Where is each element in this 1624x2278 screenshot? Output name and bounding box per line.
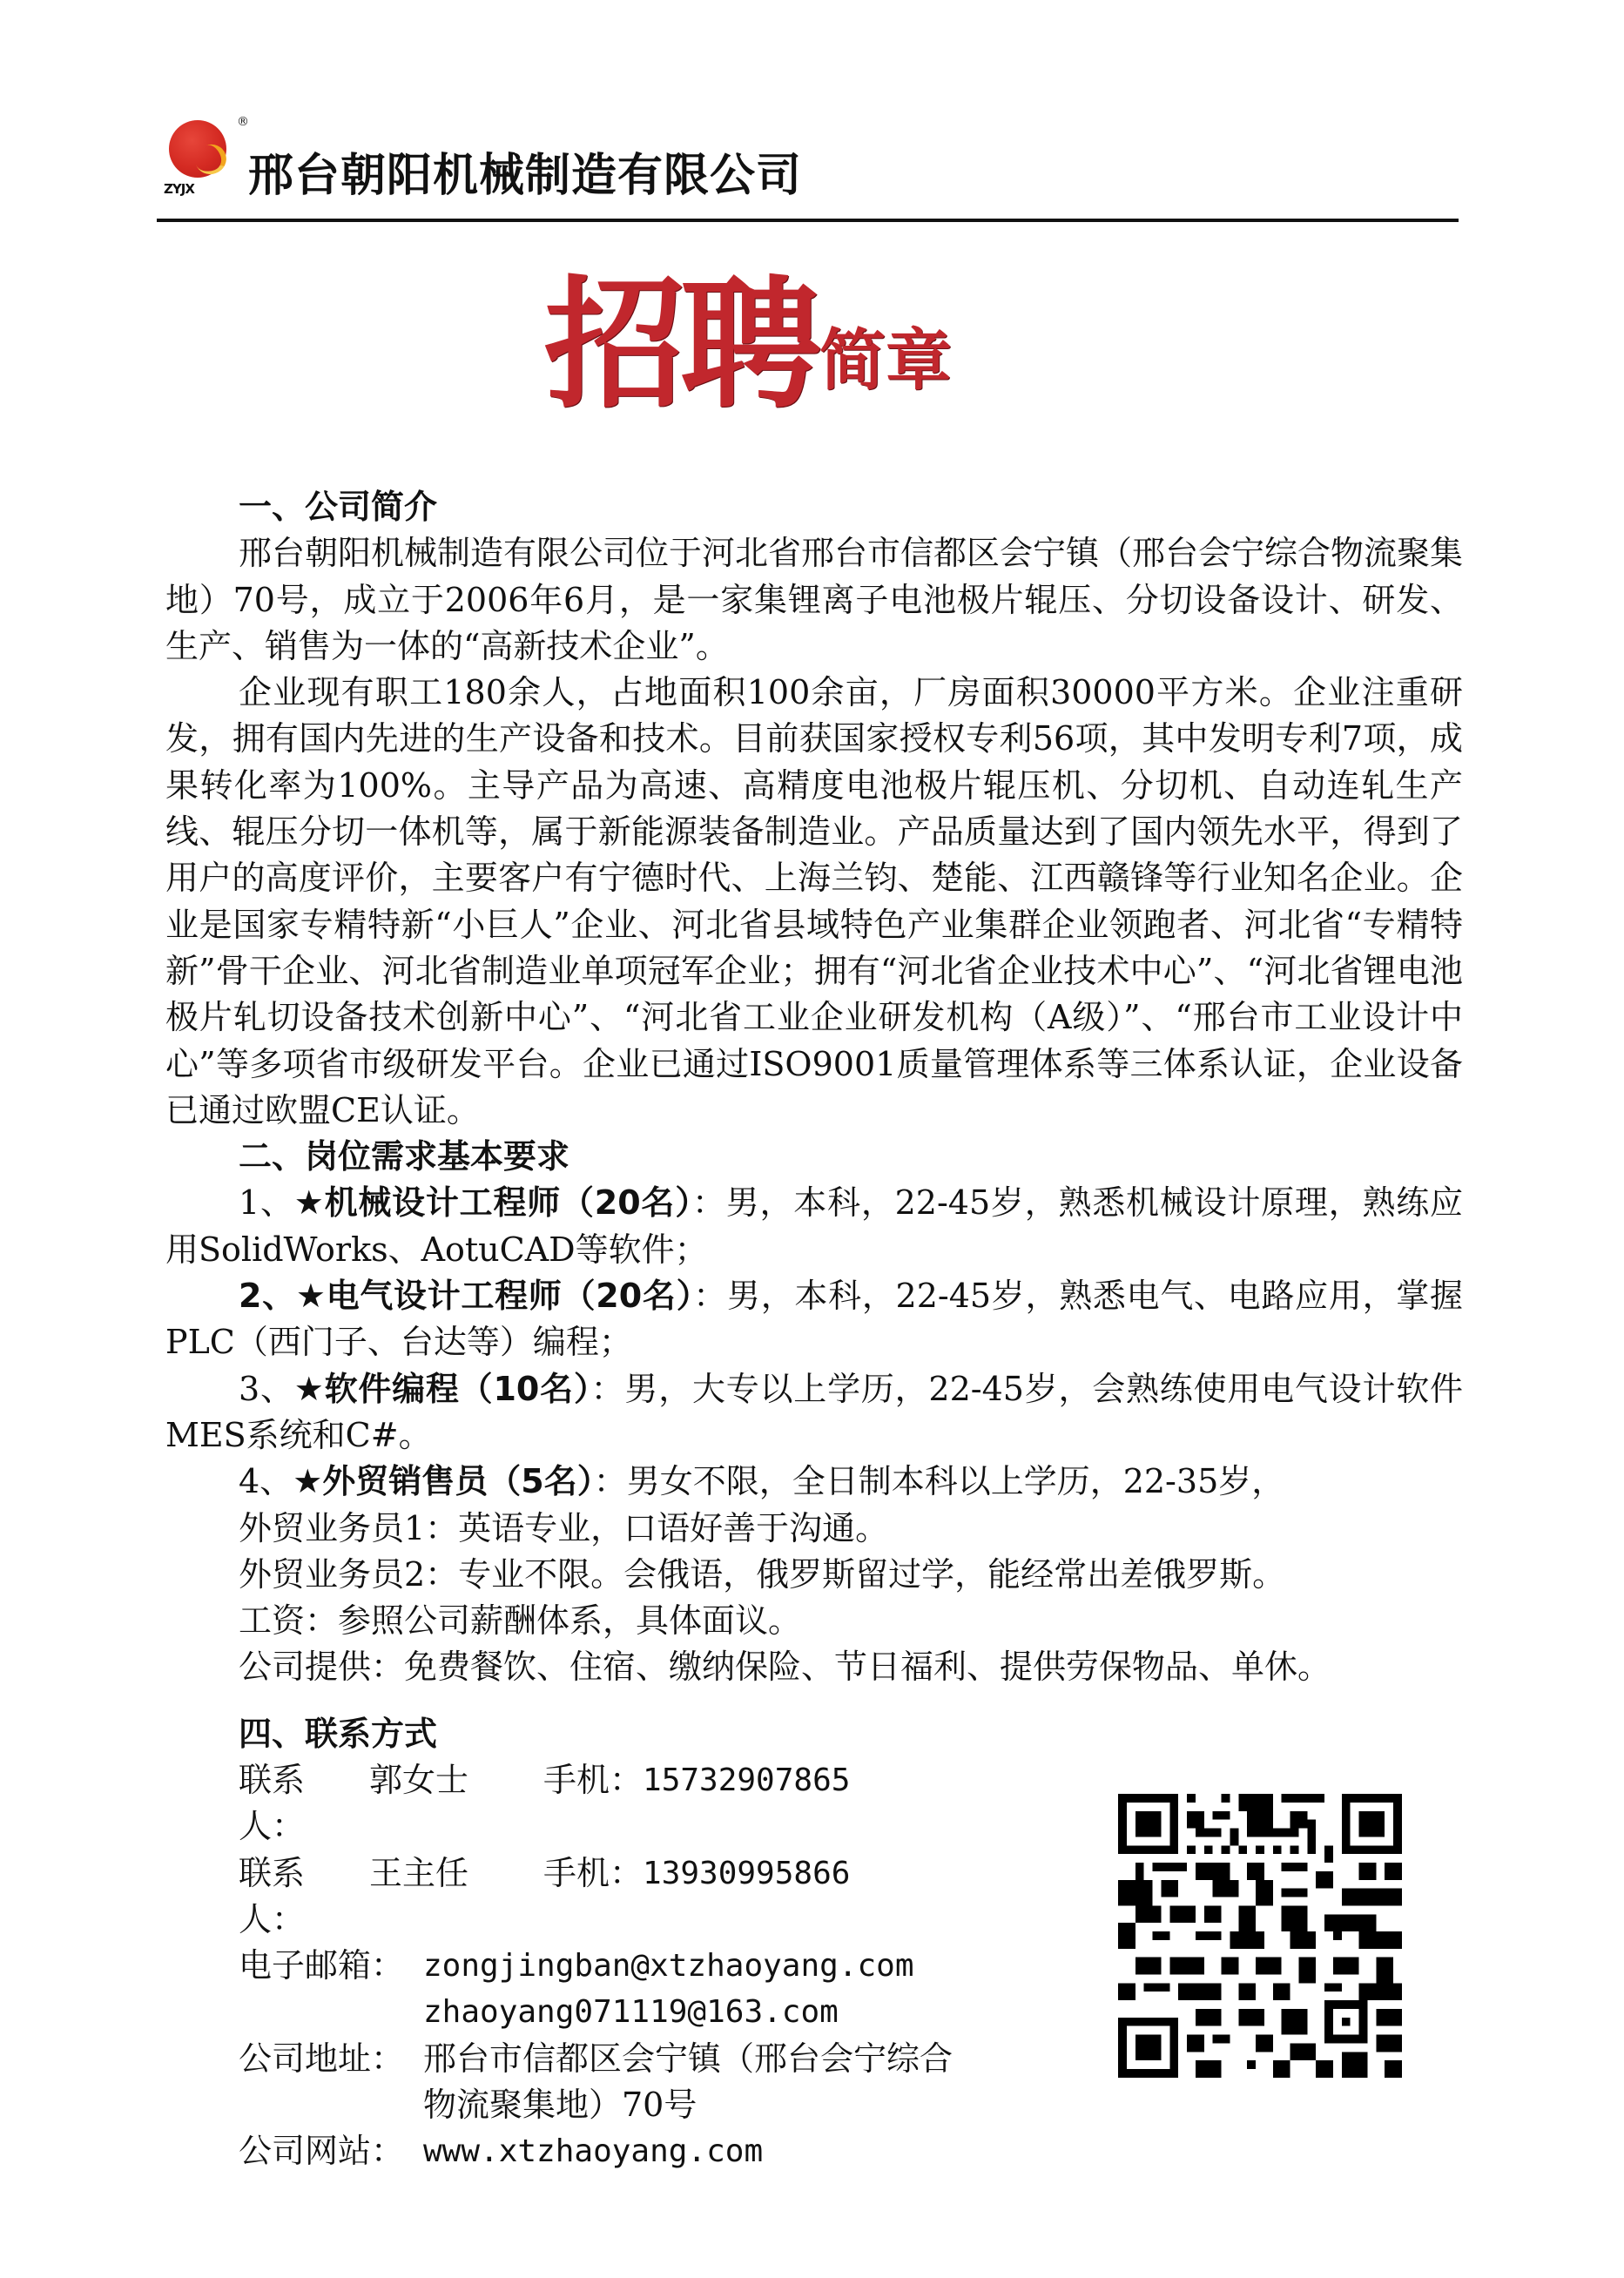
note-line: 外贸业务员1：英语专业，口语好善于沟通。	[239, 1508, 889, 1547]
note-line: 外贸业务员2：专业不限。会俄语，俄罗斯留过学，能经常出差俄罗斯。	[239, 1554, 1286, 1594]
section-heading-contact: 四、联系方式	[239, 1715, 438, 1753]
document-body	[165, 484, 1463, 1691]
email-label: 电子邮箱：	[239, 1946, 405, 1985]
contact-name: 王主任	[369, 1853, 469, 1892]
contact-row	[239, 1850, 1109, 1944]
phone-number[interactable]: 13930995866	[643, 1855, 851, 1891]
contact-label: 联系人：	[239, 1853, 306, 1938]
email-link[interactable]: zongjingban@xtzhaoyang.com	[423, 1948, 914, 1985]
position-title: ★软件编程（10名）	[293, 1369, 591, 1408]
position-desc: ：男，本科，22-45岁，熟悉机械设计原理，熟练应用SolidWorks、AotuCAD等软件；	[165, 1183, 1463, 1269]
logo-text: ZYJX	[164, 181, 194, 197]
company-name: 邢台朝阳机械制造有限公司	[248, 150, 803, 202]
email-row	[239, 1943, 1109, 1989]
position-number: 4、	[239, 1462, 293, 1501]
contact-info	[239, 1757, 1109, 2175]
section-heading-company-intro: 一、公司简介	[239, 488, 438, 526]
position-number: 2、	[239, 1277, 296, 1316]
contact-row	[239, 1757, 1109, 1850]
phone-label: 手机：	[543, 1853, 644, 1892]
position-number: 3、	[239, 1369, 294, 1408]
contact-name: 郭女士	[369, 1761, 469, 1799]
section-heading-positions: 二、岗位需求基本要求	[239, 1137, 570, 1176]
page-title	[544, 246, 952, 428]
website-label: 公司网站：	[239, 2132, 405, 2171]
position-item	[165, 1459, 1463, 1505]
address-line: 物流聚集地）70号	[423, 2086, 697, 2125]
phone-number[interactable]: 15732907865	[643, 1762, 851, 1798]
position-item	[165, 1366, 1463, 1459]
position-desc: ：男，本科，22-45岁，熟悉电气、电路应用，掌握PLC（西门子、台达等）编程；	[165, 1277, 1463, 1362]
contact-label: 联系人：	[239, 1761, 306, 1846]
address-row	[239, 2082, 1109, 2128]
benefits-line: 公司提供：免费餐饮、住宿、缴纳保险、节日福利、提供劳保物品、单休。	[239, 1648, 1331, 1687]
position-desc: ：男，大专以上学历，22-45岁，会熟练使用电气设计软件MES系统和C#。	[165, 1369, 1463, 1454]
position-title: ★外贸销售员（5名）	[293, 1462, 594, 1501]
intro-paragraph: 邢台朝阳机械制造有限公司位于河北省邢台市信都区会宁镇（邢台会宁综合物流聚集地）70号，成立于2006年6月，是一家集锂离子电池极片辊压、分切设备设计、研发、生产、销售为一体的“高新技术企业”。	[165, 534, 1464, 665]
position-item	[165, 1273, 1463, 1366]
position-desc: ：男女不限，全日制本科以上学历，22-35岁，	[593, 1462, 1285, 1501]
qr-code-icon	[1118, 1794, 1402, 2078]
website-link[interactable]: www.xtzhaoyang.com	[423, 2133, 764, 2170]
registered-mark: ®	[237, 115, 249, 129]
intro-paragraph: 企业现有职工180余人，占地面积100余亩，厂房面积30000平方米。企业注重研发，拥有国内先进的生产设备和技术。目前获国家授权专利56项，其中发明专利7项，成果转化率为100%。主导产品为高速、高精度电池极片辊压机、分切机、自动连轧生产线、辊压分切一体机等，属于新能源装备制造业。产品质量达到了国内领先水平，得到了用户的高度评价，主要客户有宁德时代、上海兰钧、楚能、江西赣锋等行业知名企业。企业是国家专精特新“小巨人”企业、河北省县域特色产业集群企业领跑者、河北省“专精特新”骨干企业、河北省制造业单项冠军企业；拥有“河北省企业技术中心”、“河北省锂电池极片轧切设备技术创新中心”、“河北省工业企业研发机构（A级）”、“邢台市工业设计中心”等多项省市级研发平台。企业已通过ISO9001质量管理体系等三体系认证，企业设备已通过欧盟CE认证。	[165, 673, 1463, 1129]
header-divider	[157, 219, 1459, 222]
address-label: 公司地址：	[239, 2039, 405, 2078]
position-title: ★电气设计工程师（20名）	[295, 1277, 694, 1316]
address-line: 邢台市信都区会宁镇（邢台会宁综合	[423, 2039, 954, 2078]
phone-label: 手机：	[543, 1761, 644, 1799]
position-title: ★机械设计工程师（20名）	[293, 1183, 692, 1223]
position-item	[165, 1180, 1463, 1273]
website-row	[239, 2128, 1109, 2174]
company-logo	[164, 113, 249, 200]
email-link[interactable]: zhaoyang071119@163.com	[423, 1994, 839, 2031]
address-row	[239, 2036, 1109, 2082]
email-row	[239, 1989, 1109, 2035]
salary-line: 工资：参照公司薪酬体系，具体面议。	[239, 1601, 802, 1641]
title-sub: 简章	[819, 321, 952, 399]
title-main: 招聘	[544, 264, 816, 428]
position-number: 1、	[239, 1183, 294, 1223]
